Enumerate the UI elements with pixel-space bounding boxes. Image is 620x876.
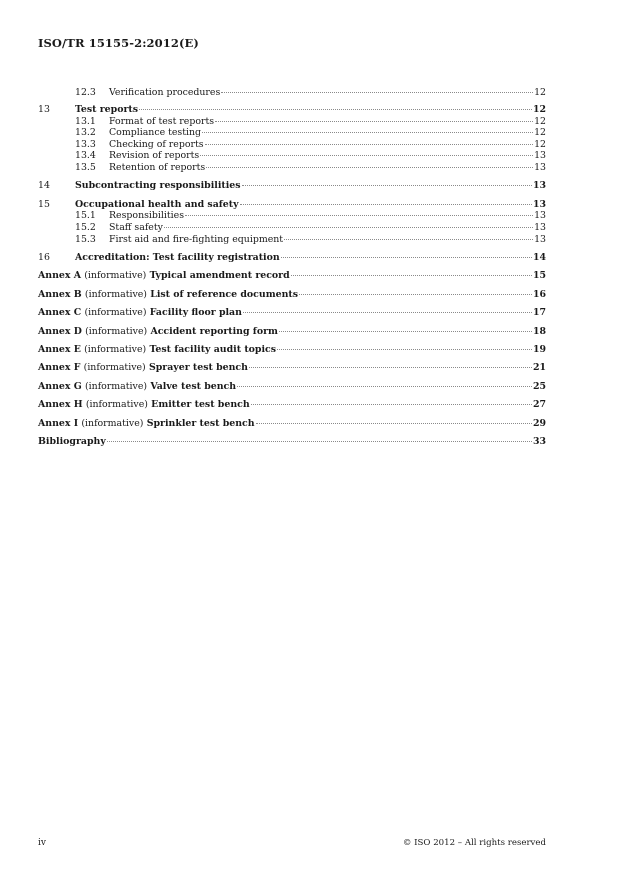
toc-entry-bibliography[interactable] <box>38 436 546 448</box>
toc-entry-annex-b[interactable] <box>38 289 546 301</box>
toc-entry-annex-e[interactable] <box>38 344 546 356</box>
toc-entry-annex-f[interactable] <box>38 362 546 374</box>
dot-leader <box>221 92 533 93</box>
toc-page: 16 <box>532 288 546 300</box>
footer-page-number: iv <box>38 838 46 848</box>
toc-page: 12 <box>534 87 546 98</box>
toc-number: 15.2 <box>75 222 96 234</box>
toc-title: First aid and fire-fighting equipment <box>109 233 284 245</box>
toc-entry-15[interactable] <box>38 199 546 211</box>
toc-entry-annex-h[interactable] <box>38 399 546 411</box>
toc-page: 13 <box>532 198 546 210</box>
toc-title: Annex G (informative) Valve test bench <box>38 380 237 392</box>
toc-entry-12-3[interactable] <box>38 87 546 99</box>
dot-leader <box>237 386 532 387</box>
toc-entry-15-3[interactable] <box>38 234 546 246</box>
toc-title: Annex D (informative) Accident reporting form <box>38 325 278 337</box>
toc-number: 16 <box>38 252 50 264</box>
toc-entry-annex-d[interactable] <box>38 326 546 338</box>
toc-entry-16[interactable] <box>38 252 546 264</box>
dot-leader <box>251 404 532 405</box>
toc-entry-annex-g[interactable] <box>38 381 546 393</box>
toc-number: 13.4 <box>75 150 96 162</box>
toc-entry-13[interactable] <box>38 104 546 116</box>
dot-leader <box>202 132 533 133</box>
toc-title: Test reports <box>75 104 138 116</box>
toc-entry-annex-i[interactable] <box>38 418 546 430</box>
toc-entry-13-5[interactable] <box>38 162 546 174</box>
toc-page: 13 <box>534 162 546 174</box>
dot-leader <box>279 331 532 332</box>
toc-title: Accreditation: Test facility registration <box>75 252 280 264</box>
toc-title: Annex I (informative) Sprinkler test bench <box>38 417 255 429</box>
dot-leader <box>249 367 532 368</box>
dot-leader <box>256 423 532 424</box>
toc-title: Annex E (informative) Test facility audit topics <box>38 343 277 355</box>
dot-leader <box>139 109 532 110</box>
toc-title: Compliance testing <box>109 127 202 139</box>
toc-page: 25 <box>532 380 546 392</box>
toc-title: Annex H (informative) Emitter test bench <box>38 399 250 411</box>
toc-title: Format of test reports <box>109 115 215 127</box>
dot-leader <box>281 257 532 258</box>
toc-entry-annex-a[interactable] <box>38 270 546 282</box>
toc-page: 13 <box>534 210 546 222</box>
dot-leader <box>107 441 532 442</box>
toc-title: Annex A (informative) Typical amendment record <box>38 270 290 282</box>
toc-page: 19 <box>532 343 546 355</box>
toc-number: 15.3 <box>75 233 96 245</box>
toc-number: 14 <box>38 180 50 192</box>
dot-leader <box>284 239 533 240</box>
toc-page: 33 <box>532 435 546 447</box>
toc-number: 15 <box>38 198 50 210</box>
toc-page: 12 <box>534 138 546 150</box>
toc-number: 13.5 <box>75 162 96 174</box>
toc-number: 12.3 <box>75 87 96 98</box>
dot-leader <box>206 167 533 168</box>
toc-title: Annex F (informative) Sprayer test bench <box>38 362 248 374</box>
dot-leader <box>243 312 532 313</box>
toc-page: 18 <box>532 325 546 337</box>
dot-leader <box>164 227 533 228</box>
toc-title: Occupational health and safety <box>75 198 239 210</box>
toc-page: 12 <box>534 115 546 127</box>
toc-title: Staff safety <box>109 222 163 234</box>
toc-page: 17 <box>532 307 546 319</box>
dot-leader <box>299 294 532 295</box>
table-of-contents <box>38 87 546 448</box>
dot-leader <box>240 204 532 205</box>
toc-title: Subcontracting responsibilities <box>75 180 241 192</box>
dot-leader <box>215 121 533 122</box>
toc-page: 13 <box>534 150 546 162</box>
toc-page: 29 <box>532 417 546 429</box>
toc-number: 13.3 <box>75 138 96 150</box>
toc-entry-13-1[interactable] <box>38 116 546 128</box>
toc-title: Checking of reports <box>109 138 204 150</box>
dot-leader <box>200 155 533 156</box>
toc-title: Retention of reports <box>109 162 206 174</box>
dot-leader <box>291 275 532 276</box>
dot-leader <box>242 185 532 186</box>
toc-title: Responsibilities <box>109 210 185 222</box>
toc-entry-15-2[interactable] <box>38 222 546 234</box>
footer-copyright: © ISO 2012 – All rights reserved <box>402 838 546 848</box>
toc-entry-13-3[interactable] <box>38 139 546 151</box>
toc-page: 13 <box>534 233 546 245</box>
toc-number: 13.2 <box>75 127 96 139</box>
toc-page: 14 <box>532 252 546 264</box>
toc-page: 27 <box>532 399 546 411</box>
dot-leader <box>277 349 532 350</box>
toc-title: Annex B (informative) List of reference documents <box>38 288 299 300</box>
toc-entry-13-4[interactable] <box>38 150 546 162</box>
document-header: ISO/TR 15155-2:2012(E) <box>38 36 199 50</box>
toc-page: 12 <box>534 127 546 139</box>
toc-title: Annex C (informative) Facility floor plan <box>38 307 242 319</box>
toc-page: 15 <box>532 270 546 282</box>
toc-entry-annex-c[interactable] <box>38 307 546 319</box>
dot-leader <box>185 215 533 216</box>
toc-title: Revision of reports <box>109 150 200 162</box>
toc-page: 13 <box>532 180 546 192</box>
toc-page: 21 <box>532 362 546 374</box>
toc-entry-14[interactable] <box>38 180 546 192</box>
toc-page: 12 <box>532 104 546 116</box>
toc-number: 13 <box>38 104 50 116</box>
toc-entry-13-2[interactable] <box>38 127 546 139</box>
toc-title: Bibliography <box>38 435 106 447</box>
dot-leader <box>205 144 534 145</box>
toc-number: 13.1 <box>75 115 96 127</box>
toc-number: 15.1 <box>75 210 96 222</box>
toc-page: 13 <box>534 222 546 234</box>
toc-title: Verification procedures <box>109 87 221 98</box>
toc-entry-15-1[interactable] <box>38 210 546 222</box>
